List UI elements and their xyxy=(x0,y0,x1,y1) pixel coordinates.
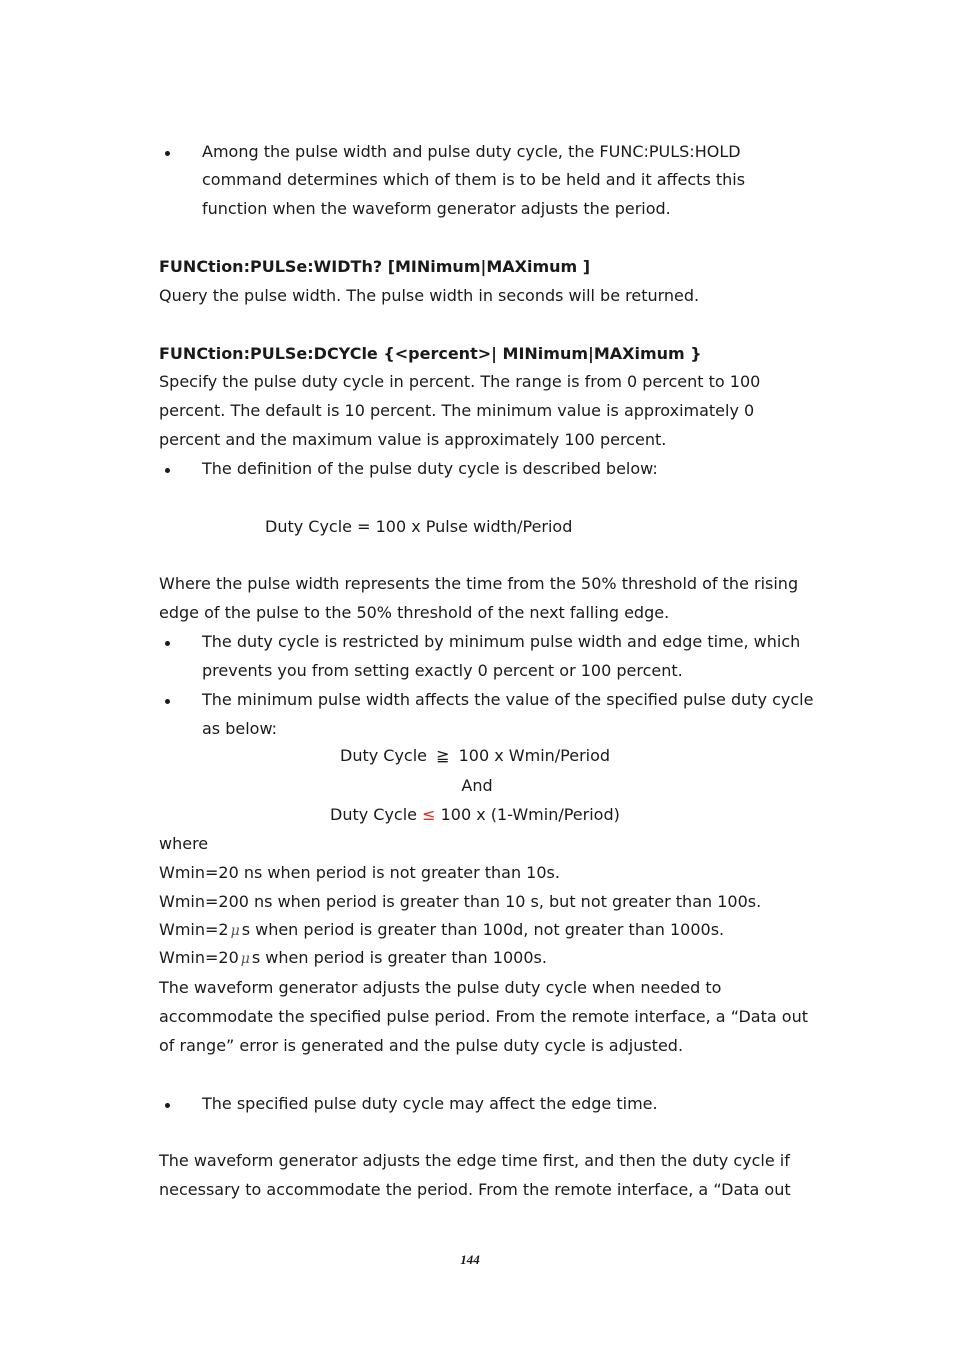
bullet-icon xyxy=(165,699,170,704)
bullet-hold-line-3: function when the waveform generator adjusts the period. xyxy=(202,199,671,218)
bullet-restricted-line-1: The duty cycle is restricted by minimum pulse width and edge time, which xyxy=(202,632,801,651)
pulse-width-definition-line-2: edge of the pulse to the 50% threshold of the next falling edge. xyxy=(159,603,670,622)
wmin-3-condition: s when period is greater than 100d, not greater than 1000s. xyxy=(241,920,725,939)
where-label: where xyxy=(159,834,209,853)
bullet-minwidth-line-1: The minimum pulse width affects the value of the specified pulse duty cycle xyxy=(202,690,814,709)
wmin-line-1: Wmin=20 ns when period is not greater than 10s. xyxy=(159,863,560,882)
formula-ge-right: 100 x Wmin/Period xyxy=(458,746,611,765)
dcycle-description-line-2: percent. The default is 10 percent. The minimum value is approximately 0 xyxy=(159,401,755,420)
micro-symbol: μ xyxy=(230,923,240,939)
adjust-paragraph-line-2: accommodate the specified pulse period. From the remote interface, a “Data out xyxy=(159,1007,808,1026)
formula-le-right: 100 x (1-Wmin/Period) xyxy=(440,805,620,824)
less-equal-symbol: ≤ xyxy=(422,805,436,824)
bullet-restricted-line-2: prevents you from setting exactly 0 percent or 100 percent. xyxy=(202,661,683,680)
formula-greater-equal xyxy=(340,741,610,770)
wmin-3-value: Wmin=2 xyxy=(159,920,229,939)
formula-duty-cycle: Duty Cycle = 100 x Pulse width/Period xyxy=(265,517,573,536)
dcycle-description-line-1: Specify the pulse duty cycle in percent. The range is from 0 percent to 100 xyxy=(159,372,761,391)
edge-paragraph-line-1: The waveform generator adjusts the edge time first, and then the duty cycle if xyxy=(159,1151,790,1170)
wmin-4-condition: s when period is greater than 1000s. xyxy=(251,948,547,967)
bullet-hold-line-1: Among the pulse width and pulse duty cycle, the FUNC:PULS:HOLD xyxy=(202,142,741,161)
command-width-description: Query the pulse width. The pulse width in seconds will be returned. xyxy=(159,286,700,305)
formula-less-equal xyxy=(330,800,620,829)
bullet-icon xyxy=(165,468,170,473)
pulse-width-definition-line-1: Where the pulse width represents the time from the 50% threshold of the rising xyxy=(159,574,799,593)
edge-paragraph-line-2: necessary to accommodate the period. From the remote interface, a “Data out xyxy=(159,1180,791,1199)
bullet-minwidth-line-2: as below: xyxy=(202,719,278,738)
command-heading-width: FUNCtion:PULSe:WIDTh? [MINimum|MAXimum ] xyxy=(159,257,591,276)
formula-and: And xyxy=(461,776,493,795)
wmin-4-value: Wmin=20 xyxy=(159,948,239,967)
formula-le-left: Duty Cycle xyxy=(330,805,418,824)
dcycle-description-line-3: percent and the maximum value is approximately 100 percent. xyxy=(159,430,667,449)
adjust-paragraph-line-1: The waveform generator adjusts the pulse duty cycle when needed to xyxy=(159,978,722,997)
formula-ge-left: Duty Cycle xyxy=(340,746,428,765)
wmin-line-4 xyxy=(159,943,547,974)
command-heading-dcycle: FUNCtion:PULSe:DCYCle {<percent>| MINimum|MAXimum } xyxy=(159,344,702,363)
bullet-hold-line-2: command determines which of them is to be held and it affects this xyxy=(202,170,746,189)
bullet-icon xyxy=(165,1103,170,1108)
greater-equal-symbol: ≧ xyxy=(436,746,450,765)
bullet-icon xyxy=(165,151,170,156)
wmin-line-2: Wmin=200 ns when period is greater than 10 s, but not greater than 100s. xyxy=(159,892,762,911)
wmin-line-3 xyxy=(159,915,724,946)
micro-symbol: μ xyxy=(240,951,250,967)
bullet-icon xyxy=(165,641,170,646)
bullet-edge-time: The specified pulse duty cycle may affect the edge time. xyxy=(202,1094,658,1113)
adjust-paragraph-line-3: of range” error is generated and the pulse duty cycle is adjusted. xyxy=(159,1036,684,1055)
page-number: 144 xyxy=(460,1252,480,1267)
bullet-definition: The definition of the pulse duty cycle is described below: xyxy=(202,459,658,478)
